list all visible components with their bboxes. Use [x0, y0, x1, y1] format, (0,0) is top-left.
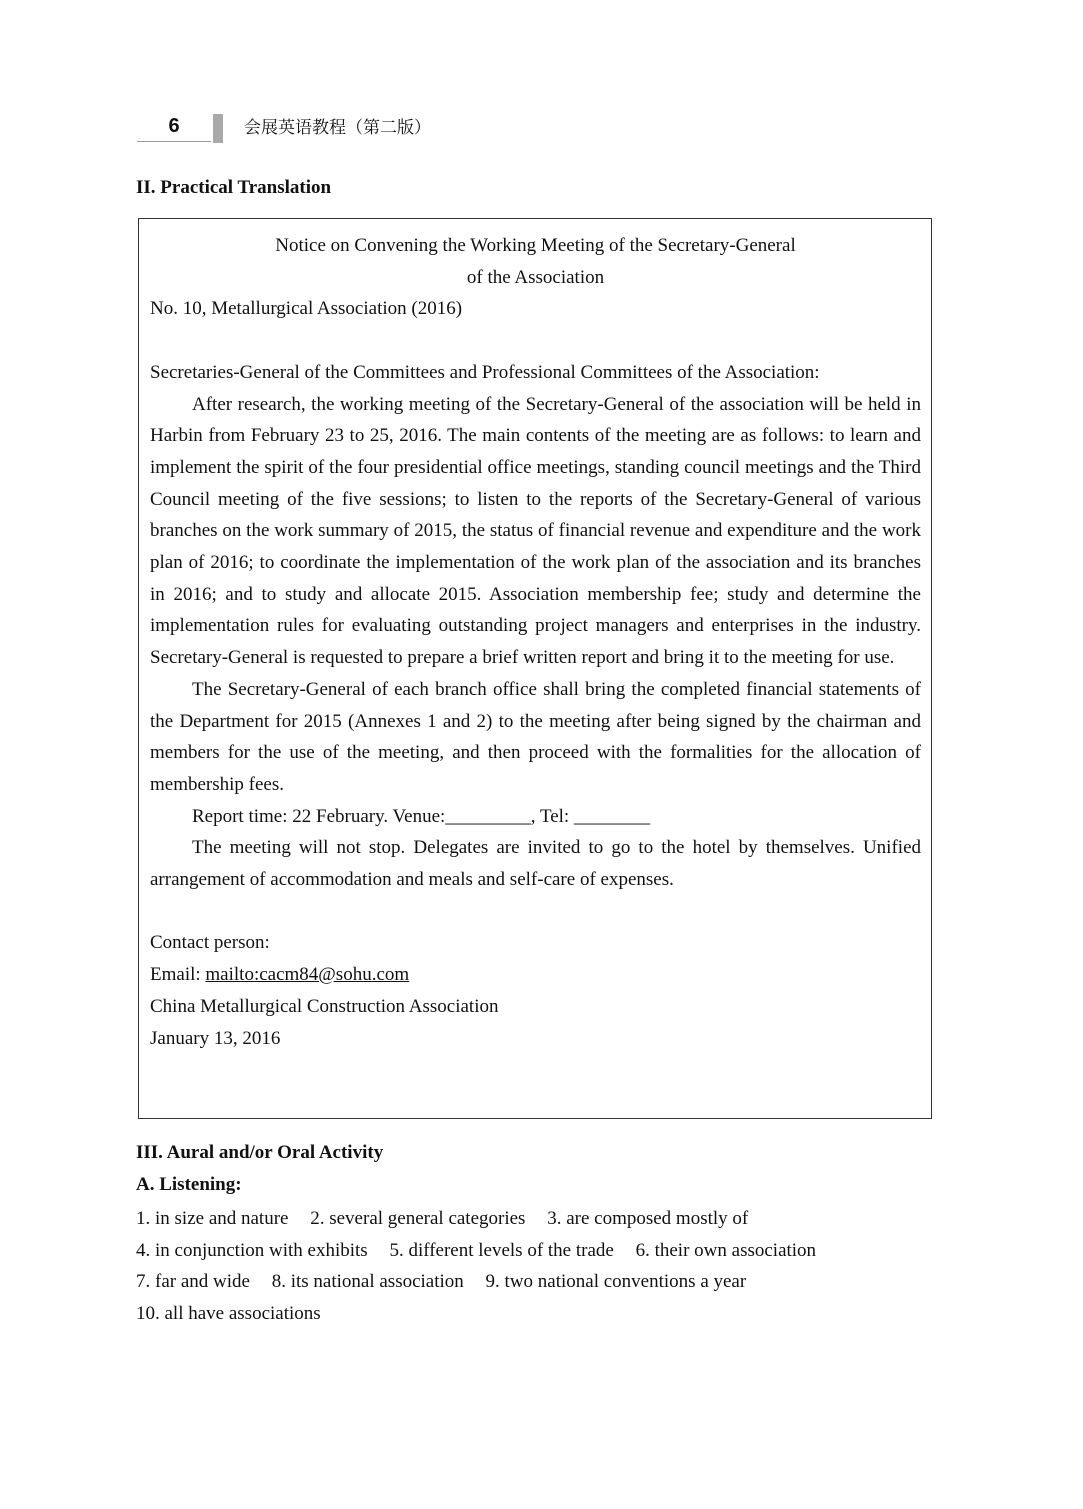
- answer-row: [136, 1298, 833, 1330]
- header-bar: [213, 114, 223, 143]
- email-link[interactable]: mailto:cacm84@sohu.com: [205, 964, 410, 986]
- notice-email-line: [150, 959, 921, 991]
- notice-paragraph: After research, the working meeting of the Secretary-General of the association will be held in Harbin from February 23 to 25, 2016. The main contents of the meeting are as follows: to learn and implement the spirit of the four presidential office meetings, standing council meetings and the Third Council meeting of the five sessions; to listen to the reports of the Secretary-General of various branches on the work summary of 2015, the status of financial revenue and expenditure and the work plan of 2016; to coordinate the implementation of the work plan of the association and its branches in 2016; and to study and allocate 2015. Association membership fee; study and determine the implementation rules for evaluating outstanding project managers and enterprises in the industry. Secretary-General is requested to prepare a brief written report and bring it to the meeting for use.: [150, 393, 921, 669]
- notice-report-time: Report time: 22 February. Venue:_________, Tel: ________: [192, 805, 650, 827]
- email-label: Email:: [150, 964, 206, 986]
- answer-item: 8. its national association: [271, 1271, 464, 1292]
- answer-item: 7. far and wide: [136, 1271, 250, 1292]
- answer-item: 5. different levels of the trade: [389, 1239, 614, 1261]
- answer-item: 6. their own association: [635, 1239, 817, 1261]
- answer-item: 10. all have associations: [136, 1302, 321, 1324]
- page-number: 6: [137, 112, 211, 142]
- notice-organization: China Metallurgical Construction Association: [150, 995, 499, 1017]
- notice-date: January 13, 2016: [150, 1027, 281, 1049]
- listening-answers: [136, 1203, 833, 1329]
- notice-salutation: Secretaries-General of the Committees and Professional Committees of the Association:: [150, 361, 820, 383]
- answer-row: [136, 1235, 833, 1267]
- answer-item: 9. two national conventions a year: [485, 1271, 747, 1292]
- notice-title-line-2: of the Association: [466, 266, 605, 288]
- answer-item: 4. in conjunction with exhibits: [136, 1239, 368, 1261]
- blank-line: [150, 896, 921, 928]
- notice-paragraph: The Secretary-General of each branch office shall bring the completed financial statements of the Department for 2015 (Annexes 1 and 2) to the meeting after being signed by the chairman and members for the use of the meeting, and then proceed with the formalities for the allocation of membership fees.: [150, 678, 921, 795]
- notice-paragraph: The meeting will not stop. Delegates are invited to go to the hotel by themselves. Unified arrangement of accommodation and meals and self-care of expenses.: [150, 837, 921, 891]
- answer-row: [136, 1203, 833, 1235]
- notice-doc-number: No. 10, Metallurgical Association (2016): [150, 298, 463, 320]
- notice-contact-person: Contact person:: [150, 932, 270, 954]
- answer-item: 3. are composed mostly of: [547, 1208, 749, 1229]
- book-title: 会展英语教程（第二版）: [244, 118, 431, 138]
- sub-heading-listening: A. Listening:: [136, 1174, 242, 1195]
- section-heading-aural-oral: III. Aural and/or Oral Activity: [136, 1142, 384, 1163]
- answer-row: [136, 1266, 833, 1298]
- notice-title: [150, 230, 921, 293]
- notice-box: [138, 218, 932, 1119]
- answer-item: 2. several general categories: [310, 1208, 526, 1229]
- blank-line: [150, 325, 921, 357]
- page-header: [137, 112, 477, 144]
- section-heading-practical-translation: II. Practical Translation: [136, 177, 332, 198]
- notice-title-line-1: Notice on Convening the Working Meeting of the Secretary-General: [275, 235, 796, 256]
- answer-item: 1. in size and nature: [136, 1208, 289, 1229]
